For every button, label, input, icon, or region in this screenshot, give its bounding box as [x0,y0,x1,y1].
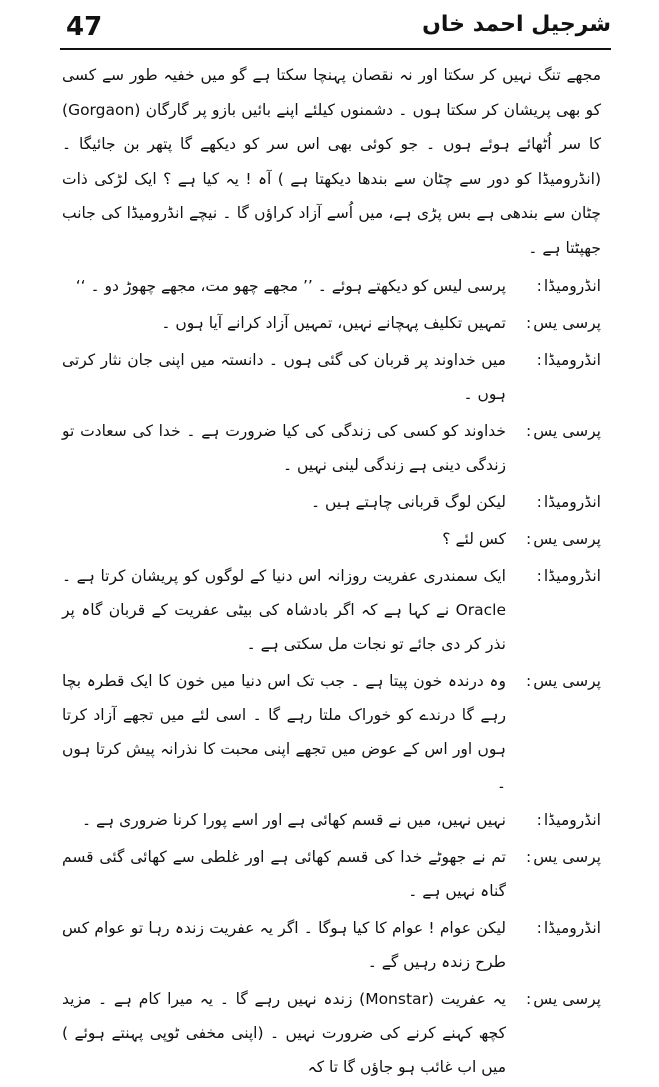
speaker-name: پرسی یس [533,422,601,440]
speaker-cell [506,803,601,837]
speaker-colon: : [536,811,542,829]
speaker-cell [506,522,601,556]
dialogue-text: کس لئے ؟ [442,530,506,548]
speaker-cell [506,343,601,411]
speaker-cell [506,664,601,800]
speaker-cell [506,269,601,303]
speaker-colon: : [525,990,532,1008]
dialogue-text: وہ درندہ خون پیتا ہے ۔ جب تک اس دنیا میں خون کا ایک قطرہ بچا رہے گا درندے کو خوراک ملتا رہے گا ۔ اسی لئے میں تجھے آزاد کرتا ہوں اور اس کے عوض میں تجھے اپنی محبت کا نذرانہ پیش کرتا ہوں ۔ [62,672,506,792]
dialogue-text: خداوند کو کسی کی زندگی کی کیا ضرورت ہے ۔ خدا کی سعادت تو زندگی دینی ہے زندگی لینی نہیں ۔ [62,422,506,474]
dialogue-line [62,911,601,979]
dialogue-text: میں خداوند پر قربان کی گئی ہوں ۔ دانستہ میں اپنی جان نثار کرتی ہوں ۔ [62,351,506,403]
dialogue-line [62,306,601,340]
speaker-cell [506,982,601,1084]
speaker-name: انڈرومیڈا [543,277,601,295]
speaker-cell [506,911,601,979]
speaker-colon: : [536,493,542,511]
dialogue-line [62,485,601,519]
speaker-cell [506,559,601,661]
running-title: شرجیل احمد خاں [422,12,611,37]
page-number: 47 [66,12,103,42]
speaker-colon: : [536,919,542,937]
dialogue-text: پرسی لیس کو دیکھتے ہوئے ۔ ’’ مجھے چھو مت، مجھے چھوڑ دو ۔ ‘‘ [75,277,506,295]
page-header [60,8,611,48]
dialogue-text: ایک سمندری عفریت روزانہ اس دنیا کے لوگوں کو پریشان کرتا ہے ۔ Oracle نے کہا ہے کہ اگر بادشاہ کی بیٹی عفریت کے قربان گاہ پر نذر کر دی جائے تو نجات مل سکتی ہے ۔ [62,567,506,653]
speaker-cell [506,840,601,908]
speaker-colon: : [536,277,542,295]
speaker-colon: : [525,530,532,548]
speaker-name: پرسی یس [533,672,601,690]
dialogue-line [62,559,601,661]
dialogue-text: تمہیں تکلیف پہچانے نہیں، تمہیں آزاد کرانے آیا ہوں ۔ [161,314,506,332]
speaker-name: انڈرومیڈا [543,811,601,829]
dialogue-line [62,269,601,303]
header-rule [60,48,611,50]
dialogue-line [62,664,601,800]
dialogue-text: تم نے جھوٹے خدا کی قسم کھائی ہے اور غلطی سے کھائی گئی قسم گناہ نہیں ہے ۔ [62,848,506,900]
speaker-colon: : [536,351,542,369]
speaker-name: انڈرومیڈا [543,919,601,937]
speaker-name: انڈرومیڈا [543,493,601,511]
speaker-name: انڈرومیڈا [543,567,601,585]
dialogue-list [62,269,601,1084]
speaker-name: پرسی یس [533,848,601,866]
dialogue-line [62,414,601,482]
dialogue-text: نہیں نہیں، میں نے قسم کھائی ہے اور اسے پورا کرنا ضروری ہے ۔ [82,811,506,829]
speaker-cell [506,414,601,482]
dialogue-line [62,522,601,556]
speaker-colon: : [536,567,542,585]
dialogue-text: لیکن عوام ! عوام کا کیا ہوگا ۔ اگر یہ عفریت زندہ رہا تو عوام کس طرح زندہ رہیں گے ۔ [62,919,506,971]
speaker-name: پرسی یس [533,530,601,548]
dialogue-line [62,840,601,908]
speaker-colon: : [525,422,532,440]
intro-paragraph: مجھے تنگ نہیں کر سکتا اور نہ نقصان پہنچا سکتا ہے گو میں خفیہ طور سے کسی کو بھی پریشان کر سکتا ہوں ۔ دشمنوں کیلئے اپنے بائیں بازو پر گارگان (Gorgaon) کا سر اُٹھائے ہوئے ہوں ۔ جو کوئی بھی اس سر کو دیکھے گا پتھر بن جائیگا ۔ (انڈرومیڈا کو دور سے چٹان سے بندھا دیکھتا ہے ) آہ ! یہ کیا ہے ؟ ایک لڑکی ذات چٹان سے بندھی ہے بس پڑی ہے، میں اُسے آزاد کراؤں گا ۔ نیچے انڈرومیڈا کی جانب جھپٹتا ہے ۔ [62,66,601,257]
speaker-name: پرسی یس [533,990,601,1008]
dialogue-text: لیکن لوگ قربانی چاہتے ہیں ۔ [310,493,506,511]
dialogue-text: یہ عفریت (Monstar) زندہ نہیں رہے گا ۔ یہ میرا کام ہے ۔ مزید کچھ کہنے کرنے کی ضرورت نہیں ۔ (اپنی مخفی ٹوپی پہنتے ہوئے ) میں اب غائب ہو جاؤں گا تا کہ [62,990,506,1076]
speaker-name: پرسی یس [533,314,601,332]
dialogue-line [62,343,601,411]
dialogue-line [62,803,601,837]
speaker-colon: : [525,672,532,690]
page-body [62,58,601,1087]
speaker-cell [506,485,601,519]
speaker-cell [506,306,601,340]
speaker-name: انڈرومیڈا [543,351,601,369]
dialogue-line [62,982,601,1084]
speaker-colon: : [525,314,532,332]
speaker-colon: : [525,848,532,866]
